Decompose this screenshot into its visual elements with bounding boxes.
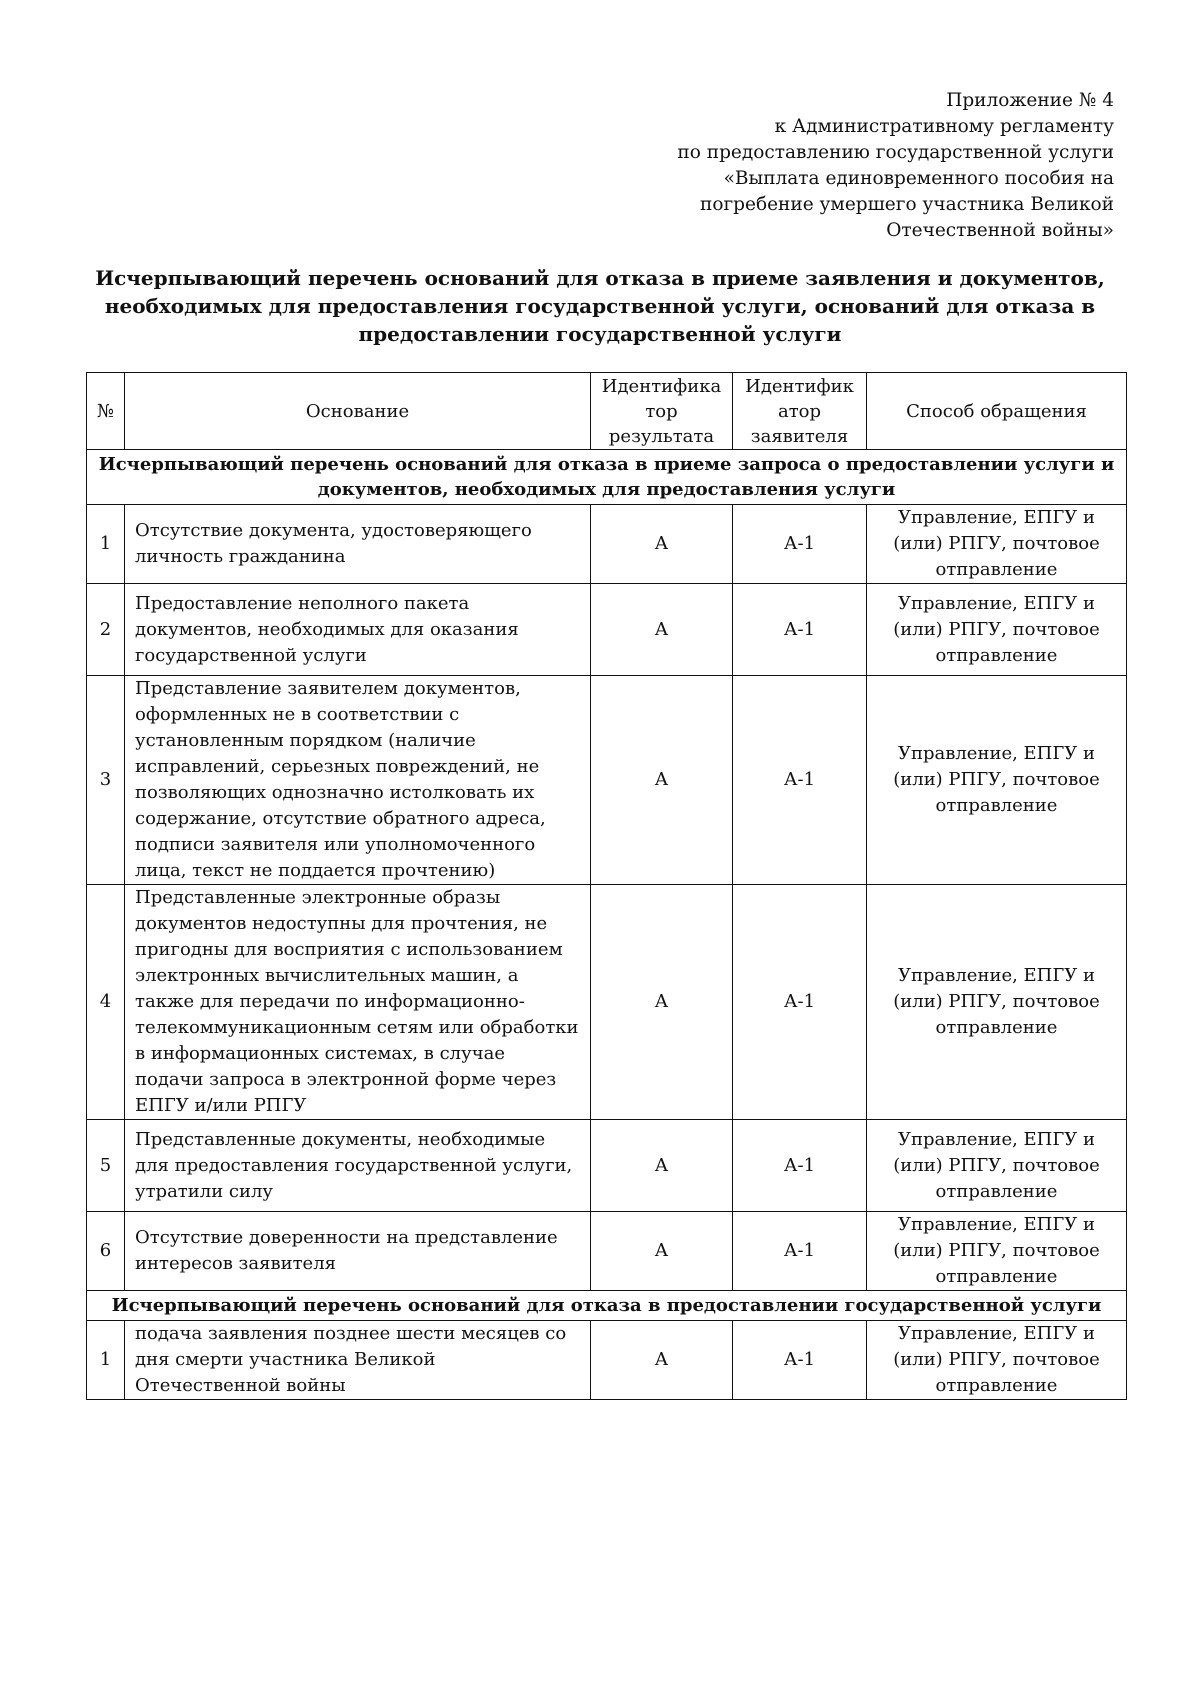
table-body <box>87 450 1127 1400</box>
method-line: (или) РПГУ, почтовое <box>893 1349 1100 1370</box>
title-line: Исчерпывающий перечень оснований для отказа в приеме заявления и документов, <box>95 266 1105 290</box>
row-basis <box>125 505 591 584</box>
row-applicant-id: А-1 <box>733 505 867 584</box>
appendix-line: Отечественной войны» <box>886 220 1114 241</box>
row-basis <box>125 676 591 885</box>
appendix-note <box>554 88 1114 244</box>
row-applicant-id: А-1 <box>733 1212 867 1291</box>
appendix-line: по предоставлению государственной услуги <box>677 142 1114 163</box>
row-basis <box>125 1120 591 1212</box>
basis-line: документов недоступны для прочтения, не <box>135 913 548 934</box>
method-line: (или) РПГУ, почтовое <box>893 991 1100 1012</box>
row-applicant-id: А-1 <box>733 885 867 1120</box>
basis-line: телекоммуникационным сетям или обработки <box>135 1017 579 1038</box>
row-method <box>867 1321 1127 1400</box>
section-row <box>87 1291 1127 1321</box>
header-method: Способ обращения <box>867 373 1127 450</box>
row-applicant-id: А-1 <box>733 584 867 676</box>
basis-line: содержание, отсутствие обратного адреса, <box>135 808 546 829</box>
row-number: 4 <box>87 885 125 1120</box>
row-applicant-id: А-1 <box>733 1321 867 1400</box>
table-row <box>87 676 1127 885</box>
table-row <box>87 505 1127 584</box>
appendix-line: Приложение № 4 <box>946 90 1114 111</box>
basis-line: документов, необходимых для оказания <box>135 618 519 640</box>
row-method <box>867 505 1127 584</box>
header-line: заявителя <box>750 425 849 447</box>
header-applicant-id <box>733 373 867 450</box>
row-method <box>867 885 1127 1120</box>
row-result-id: А <box>591 1212 733 1291</box>
row-result-id: А <box>591 676 733 885</box>
method-line: Управление, ЕПГУ и <box>897 1214 1096 1235</box>
method-line: Управление, ЕПГУ и <box>897 592 1096 614</box>
row-number: 1 <box>87 505 125 584</box>
basis-line: оформленных не в соответствии с <box>135 704 460 725</box>
method-line: отправление <box>935 795 1058 816</box>
header-line: Идентифик <box>745 375 854 397</box>
section-heading <box>87 450 1127 505</box>
basis-line: Представленные электронные образы <box>135 887 501 908</box>
method-line: (или) РПГУ, почтовое <box>893 769 1100 790</box>
row-method <box>867 1120 1127 1212</box>
row-method <box>867 584 1127 676</box>
basis-line: подписи заявителя или уполномоченного <box>135 834 536 855</box>
method-line: Управление, ЕПГУ и <box>897 507 1096 528</box>
table-row <box>87 1212 1127 1291</box>
header-line: атор <box>777 400 822 422</box>
basis-line: установленным порядком (наличие <box>135 730 476 751</box>
basis-line: Отсутствие доверенности на представление <box>135 1227 558 1248</box>
basis-line: Предоставление неполного пакета <box>135 592 470 614</box>
basis-line: Отсутствие документа, удостоверяющего <box>135 520 532 541</box>
basis-line: в информационных системах, в случае <box>135 1043 505 1064</box>
basis-line: лица, текст не поддается прочтению) <box>135 860 496 881</box>
row-basis <box>125 1212 591 1291</box>
method-line: Управление, ЕПГУ и <box>897 965 1096 986</box>
basis-line: электронных вычислительных машин, а <box>135 965 519 986</box>
header-line: результата <box>608 425 715 447</box>
row-result-id: А <box>591 584 733 676</box>
method-line: Управление, ЕПГУ и <box>897 1323 1096 1344</box>
basis-line: Отечественной войны <box>135 1375 346 1396</box>
table-header-row <box>87 373 1127 450</box>
row-basis <box>125 885 591 1120</box>
header-result-id <box>591 373 733 450</box>
section-line: Исчерпывающий перечень оснований для отказа в приеме запроса о предоставлении услуги и <box>98 454 1115 475</box>
row-method <box>867 676 1127 885</box>
basis-line: Представление заявителем документов, <box>135 678 521 699</box>
table-row <box>87 1321 1127 1400</box>
basis-line: также для передачи по информационно- <box>135 991 525 1012</box>
table-row <box>87 584 1127 676</box>
appendix-line: погребение умершего участника Великой <box>700 194 1114 215</box>
row-result-id: А <box>591 1321 733 1400</box>
method-line: (или) РПГУ, почтовое <box>893 533 1100 554</box>
section-heading <box>87 1291 1127 1321</box>
section-line: документов, необходимых для предоставления услуги <box>317 479 896 500</box>
basis-line: интересов заявителя <box>135 1253 336 1274</box>
method-line: (или) РПГУ, почтовое <box>893 1154 1100 1176</box>
header-num: № <box>87 373 125 450</box>
method-line: Управление, ЕПГУ и <box>897 1128 1096 1150</box>
method-line: отправление <box>935 644 1058 666</box>
basis-line: для предоставления государственной услуги, <box>135 1154 573 1176</box>
title-line: предоставлении государственной услуги <box>358 322 842 346</box>
table-row <box>87 885 1127 1120</box>
method-line: Управление, ЕПГУ и <box>897 743 1096 764</box>
section-row <box>87 450 1127 505</box>
row-number: 3 <box>87 676 125 885</box>
basis-line: государственной услуги <box>135 644 367 666</box>
basis-line: пригодны для восприятия с использованием <box>135 939 563 960</box>
row-number: 5 <box>87 1120 125 1212</box>
row-basis <box>125 584 591 676</box>
basis-line: Представленные документы, необходимые <box>135 1128 546 1150</box>
row-basis <box>125 1321 591 1400</box>
method-line: отправление <box>935 1375 1058 1396</box>
row-applicant-id: А-1 <box>733 1120 867 1212</box>
row-result-id: А <box>591 505 733 584</box>
row-result-id: А <box>591 885 733 1120</box>
method-line: отправление <box>935 559 1058 580</box>
title-line: необходимых для предоставления государственной услуги, оснований для отказа в <box>104 294 1096 318</box>
basis-line: личность гражданина <box>135 546 346 567</box>
row-number: 6 <box>87 1212 125 1291</box>
header-line: тор <box>645 400 678 422</box>
header-basis: Основание <box>125 373 591 450</box>
row-number: 2 <box>87 584 125 676</box>
method-line: отправление <box>935 1180 1058 1202</box>
row-result-id: А <box>591 1120 733 1212</box>
method-line: (или) РПГУ, почтовое <box>893 618 1100 640</box>
basis-line: дня смерти участника Великой <box>135 1349 436 1370</box>
basis-line: утратили силу <box>135 1180 274 1202</box>
table-row <box>87 1120 1127 1212</box>
row-applicant-id: А-1 <box>733 676 867 885</box>
header-line: Идентифика <box>601 375 722 397</box>
method-line: отправление <box>935 1266 1058 1287</box>
section-line: Исчерпывающий перечень оснований для отказа в предоставлении государственной услуги <box>111 1295 1102 1316</box>
row-number: 1 <box>87 1321 125 1400</box>
grounds-table <box>86 372 1127 1400</box>
document-title <box>86 264 1114 348</box>
basis-line: подачи запроса в электронной форме через <box>135 1069 557 1090</box>
appendix-line: «Выплата единовременного пособия на <box>723 168 1114 189</box>
appendix-line: к Административному регламенту <box>774 116 1114 137</box>
method-line: отправление <box>935 1017 1058 1038</box>
row-method <box>867 1212 1127 1291</box>
method-line: (или) РПГУ, почтовое <box>893 1240 1100 1261</box>
basis-line: исправлений, серьезных повреждений, не <box>135 756 540 777</box>
basis-line: подача заявления позднее шести месяцев со <box>135 1323 567 1344</box>
basis-line: ЕПГУ и/или РПГУ <box>135 1095 307 1116</box>
basis-line: позволяющих однозначно истолковать их <box>135 782 535 803</box>
